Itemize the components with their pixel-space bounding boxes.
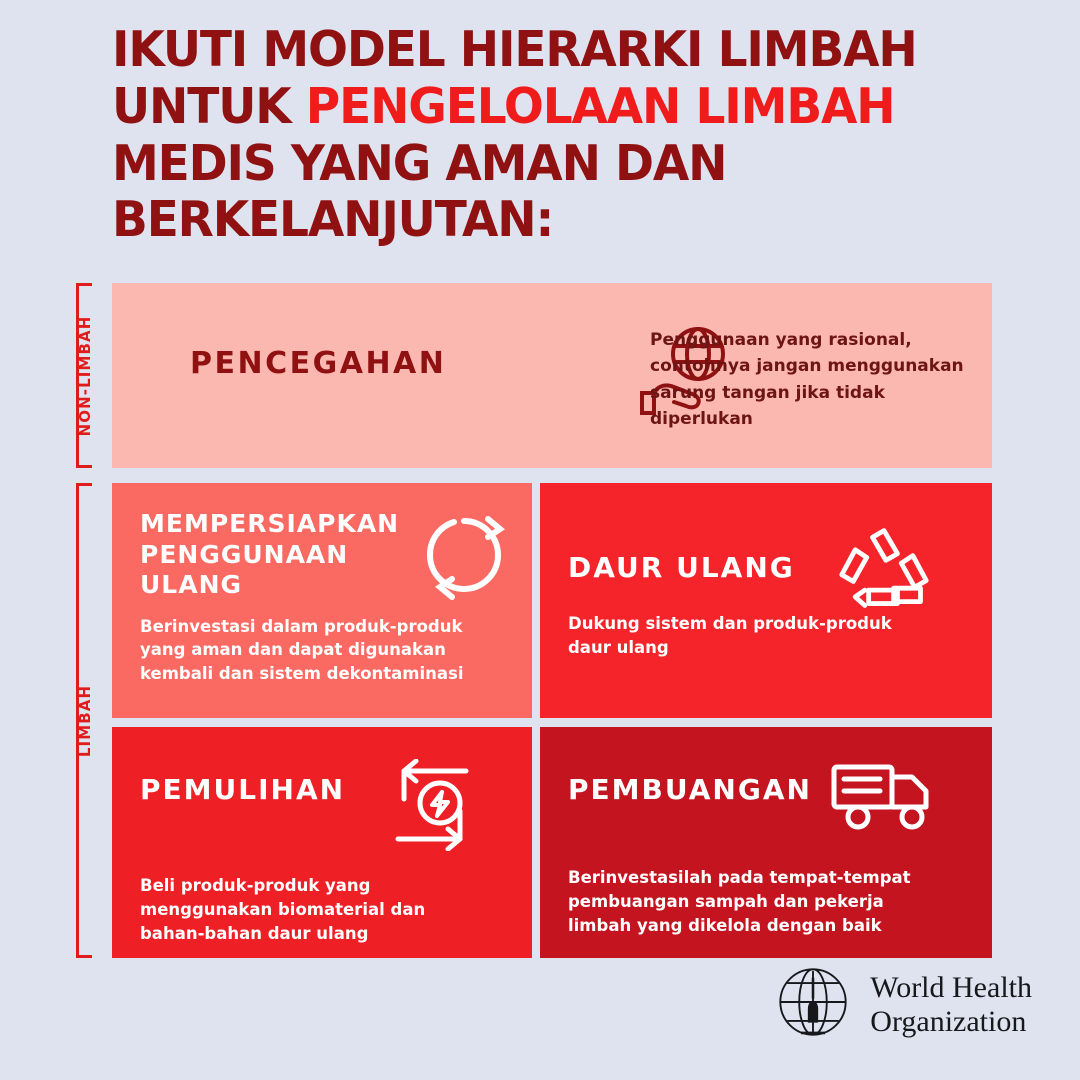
who-logo-line-1: World Health — [870, 970, 1032, 1004]
garbage-truck-icon — [830, 757, 940, 840]
axis-label-waste — [68, 483, 102, 958]
axis-label-non-waste — [68, 283, 102, 468]
card-recycle — [540, 483, 992, 718]
headline-line-2-prefix: UNTUK — [112, 77, 306, 135]
card-reuse-description: Berinvestasi dalam produk-produk yang aman dan dapat digunakan kembali dan sistem dekontaminasi — [140, 616, 464, 684]
headline-line-2 — [112, 79, 976, 136]
who-logo-line-2: Organization — [870, 1004, 1027, 1038]
card-prevention-title: PENCEGAHAN — [190, 346, 447, 381]
card-recovery — [112, 727, 532, 958]
card-disposal-description: Berinvestasilah pada tempat-tempat pembuangan sampah dan pekerja limbah yang dikelola dengan baik — [568, 868, 911, 935]
recycle-triangle-icon — [836, 521, 932, 622]
card-recycle-title: DAUR ULANG — [568, 551, 795, 584]
circular-arrows-icon — [414, 505, 514, 610]
card-disposal-title: PEMBUANGAN — [568, 773, 812, 806]
card-recovery-description: Beli produk-produk yang menggunakan biomaterial dan bahan-bahan daur ulang — [140, 876, 426, 943]
who-logo — [770, 959, 1032, 1050]
who-emblem-icon — [770, 959, 856, 1050]
page-title — [112, 22, 976, 249]
headline-line-3: MEDIS YANG AMAN DAN — [112, 134, 727, 192]
axis-text-waste: LIMBAH — [76, 684, 94, 757]
axis-text-non-waste: NON-LIMBAH — [76, 315, 94, 436]
card-reuse-title: MEMPERSIAPKAN PENGGUNAAN ULANG — [140, 509, 400, 599]
headline-line-1: IKUTI MODEL HIERARKI LIMBAH — [112, 21, 917, 78]
who-logo-text — [870, 971, 1032, 1038]
gear-energy-arrows-icon — [382, 759, 482, 856]
card-reuse — [112, 483, 532, 718]
card-recycle-description: Dukung sistem dan produk-produk daur ulang — [568, 614, 892, 657]
headline-highlight: PENGELOLAAN LIMBAH — [305, 77, 895, 135]
card-prevention-description: Penggunaan yang rasional, contohnya jangan menggunakan sarung tangan jika tidak diperlukan — [650, 330, 964, 430]
card-prevention — [112, 283, 992, 468]
headline-line-4: BERKELANJUTAN: — [112, 191, 554, 249]
card-recovery-title: PEMULIHAN — [140, 773, 346, 806]
card-disposal — [540, 727, 992, 958]
